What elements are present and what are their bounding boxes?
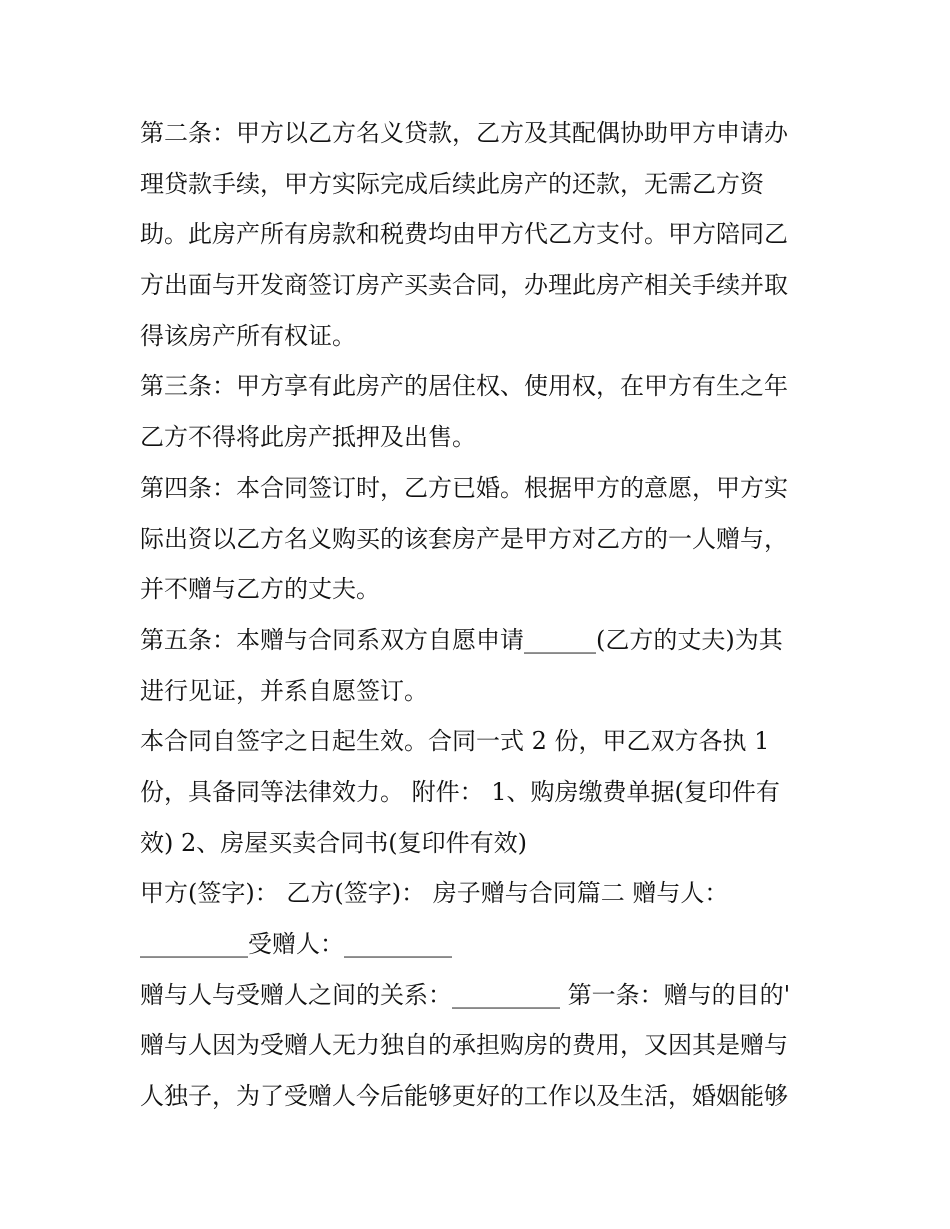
text-line: 第三条：甲方享有此房产的居住权、使用权，在甲方有生之年 [140,372,788,401]
text-line: 第五条：本赠与合同系双方自愿申请______(乙方的丈夫)为其 [140,625,783,654]
text-line: 赠与人与受赠人之间的关系：_________ 第一条：赠与的目的' [140,980,791,1009]
text-line: 进行见证，并系自愿签订。 [140,676,428,705]
text-line: 得该房产所有权证。 [140,321,356,350]
document-body [140,108,830,1122]
text-line: 人独子，为了受赠人今后能够更好的工作以及生活，婚姻能够 [140,1082,788,1111]
text-line: 并不赠与乙方的丈夫。 [140,575,380,604]
text-line: 本合同自签字之日起生效。合同一式 2 份，甲乙双方各执 1 [140,727,770,756]
text-line: 助。此房产所有房款和税费均由甲方代乙方支付。甲方陪同乙 [140,220,788,249]
text-line: 第二条：甲方以乙方名义贷款，乙方及其配偶协助甲方申请办 [140,119,788,147]
text-line: 理贷款手续，甲方实际完成后续此房产的还款，无需乙方资 [140,169,764,198]
text-line: 份，具备同等法律效力。 附件： 1、购房缴费单据(复印件有 [140,777,780,806]
text-line: 方出面与开发商签订房产买卖合同，办理此房产相关手续并取 [140,271,788,300]
text-line: 赠与人因为受赠人无力独自的承担购房的费用，又因其是赠与 [140,1031,788,1060]
text-line: 际出资以乙方名义购买的该套房产是甲方对乙方的一人赠与， [140,524,788,553]
text-line: 第四条：本合同签订时，乙方已婚。根据甲方的意愿，甲方实 [140,473,788,502]
text-line: 乙方不得将此房产抵押及出售。 [140,423,476,452]
text-line: _________受赠人：_________ [140,930,452,958]
text-line: 效) 2、房屋买卖合同书(复印件有效) [140,828,527,857]
text-line: 甲方(签字)： 乙方(签字)： 房子赠与合同篇二 赠与人： [140,879,729,908]
